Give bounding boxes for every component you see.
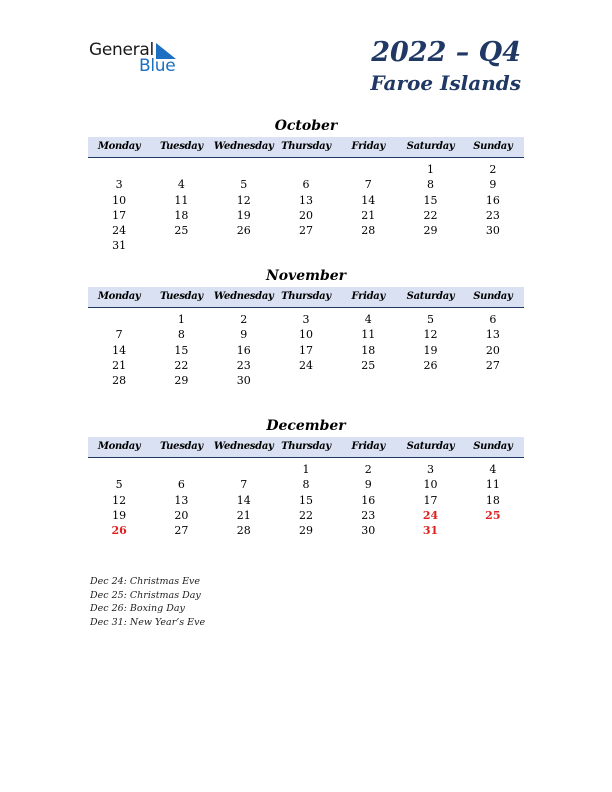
weekday-header-row xyxy=(88,287,524,308)
day-cell: 16 xyxy=(485,193,500,207)
day-cell: 27 xyxy=(485,358,500,372)
day-cell: 9 xyxy=(489,178,497,192)
day-cell: 9 xyxy=(240,328,248,342)
weekday-label: Thursday xyxy=(281,441,331,452)
weekday-label: Thursday xyxy=(281,291,331,302)
day-cell xyxy=(88,162,150,177)
day-cell: 10 xyxy=(423,478,438,492)
week-row xyxy=(88,477,524,492)
holiday-notes xyxy=(90,575,205,630)
week-row xyxy=(88,523,524,538)
day-cell: 2 xyxy=(240,313,248,326)
day-cell: 1 xyxy=(427,163,435,176)
day-cell: 28 xyxy=(361,224,376,238)
day-cell: 28 xyxy=(236,524,251,538)
day-cell: 20 xyxy=(485,343,500,357)
day-cell xyxy=(275,162,337,177)
week-row xyxy=(88,162,524,177)
day-cell: 5 xyxy=(115,478,123,492)
weekday-label: Saturday xyxy=(406,141,455,152)
week-row xyxy=(88,373,524,388)
day-cell: 3 xyxy=(115,178,123,192)
weekday-label: Sunday xyxy=(473,291,513,302)
day-cell: 23 xyxy=(485,208,500,222)
day-cell: 1 xyxy=(177,313,185,326)
day-cell: 9 xyxy=(364,478,372,492)
weekday-label: Monday xyxy=(97,441,141,452)
day-cell xyxy=(213,162,275,177)
day-cell: 29 xyxy=(298,524,313,538)
day-cell: 16 xyxy=(236,343,251,357)
holiday-note: Dec 25: Christmas Day xyxy=(90,589,201,601)
day-cell: 24 xyxy=(298,358,313,372)
day-cell: 17 xyxy=(298,343,313,357)
page-header xyxy=(370,36,521,96)
day-cell: 7 xyxy=(364,178,372,192)
day-cell: 15 xyxy=(174,343,189,357)
day-cell: 24 xyxy=(112,224,127,238)
day-cell: 27 xyxy=(174,524,189,538)
day-cell: 14 xyxy=(236,493,251,507)
day-cell xyxy=(462,238,524,253)
day-cell: 14 xyxy=(112,343,127,357)
day-cell: 5 xyxy=(240,178,248,192)
day-cell: 21 xyxy=(361,208,376,222)
weekday-label: Friday xyxy=(351,291,385,302)
week-row xyxy=(88,177,524,192)
month-name: October xyxy=(274,118,338,134)
day-cell: 24 xyxy=(422,508,439,522)
day-cell: 17 xyxy=(423,493,438,507)
week-row xyxy=(88,343,524,358)
day-cell: 11 xyxy=(485,478,500,492)
day-cell xyxy=(275,373,337,388)
day-cell: 15 xyxy=(298,493,313,507)
week-row xyxy=(88,238,524,253)
day-cell: 22 xyxy=(174,358,189,372)
week-row xyxy=(88,223,524,238)
weekday-label: Monday xyxy=(97,141,141,152)
day-cell: 3 xyxy=(302,313,310,326)
day-cell: 2 xyxy=(489,163,497,176)
day-cell: 21 xyxy=(236,508,251,522)
day-cell xyxy=(399,238,461,253)
month-0 xyxy=(88,117,524,254)
weekday-label: Tuesday xyxy=(159,291,203,302)
week-row xyxy=(88,312,524,327)
month-name: November xyxy=(265,268,347,284)
weekday-label: Saturday xyxy=(406,441,455,452)
day-cell: 17 xyxy=(112,208,127,222)
week-row xyxy=(88,193,524,208)
logo-blue-text: Blue xyxy=(139,56,176,76)
generalblue-logo xyxy=(89,40,189,76)
day-cell xyxy=(213,462,275,477)
day-cell: 13 xyxy=(174,493,189,507)
day-cell: 31 xyxy=(112,239,127,253)
day-cell: 22 xyxy=(298,508,313,522)
day-cell: 16 xyxy=(361,493,376,507)
weekday-label: Tuesday xyxy=(159,141,203,152)
week-row xyxy=(88,327,524,342)
day-cell: 25 xyxy=(485,508,501,522)
day-cell: 25 xyxy=(174,224,189,238)
day-cell xyxy=(275,238,337,253)
weeks xyxy=(88,162,524,254)
weekday-label: Friday xyxy=(351,141,385,152)
day-cell: 18 xyxy=(361,343,376,357)
day-cell: 19 xyxy=(423,343,438,357)
day-cell xyxy=(150,462,212,477)
weekday-label: Saturday xyxy=(406,291,455,302)
day-cell: 2 xyxy=(364,463,372,476)
day-cell: 26 xyxy=(423,358,438,372)
weekday-label: Friday xyxy=(351,441,385,452)
weekday-label: Wednesday xyxy=(213,141,274,152)
day-cell xyxy=(337,162,399,177)
day-cell: 15 xyxy=(423,193,438,207)
day-cell: 23 xyxy=(236,358,251,372)
weekday-label: Monday xyxy=(97,291,141,302)
week-row xyxy=(88,462,524,477)
day-cell: 8 xyxy=(427,178,435,192)
day-cell: 3 xyxy=(427,463,435,476)
day-cell: 13 xyxy=(298,193,313,207)
weeks xyxy=(88,462,524,538)
week-row xyxy=(88,208,524,223)
day-cell: 12 xyxy=(112,493,127,507)
day-cell: 6 xyxy=(177,478,185,492)
day-cell: 30 xyxy=(485,224,500,238)
day-cell xyxy=(337,238,399,253)
day-cell xyxy=(213,238,275,253)
day-cell xyxy=(337,373,399,388)
day-cell: 18 xyxy=(485,493,500,507)
day-cell xyxy=(88,462,150,477)
day-cell: 10 xyxy=(298,328,313,342)
day-cell: 8 xyxy=(302,478,310,492)
logo-general-text: General xyxy=(89,40,154,60)
day-cell: 26 xyxy=(111,524,127,538)
day-cell: 20 xyxy=(174,508,189,522)
holiday-note: Dec 31: New Year’s Eve xyxy=(90,617,206,629)
day-cell: 28 xyxy=(112,374,127,388)
weekday-label: Sunday xyxy=(473,441,513,452)
day-cell: 12 xyxy=(423,328,438,342)
day-cell: 23 xyxy=(361,508,376,522)
day-cell: 4 xyxy=(489,463,497,476)
week-row xyxy=(88,358,524,373)
day-cell: 20 xyxy=(298,208,313,222)
day-cell: 22 xyxy=(423,208,438,222)
day-cell: 11 xyxy=(361,328,376,342)
day-cell: 14 xyxy=(361,193,376,207)
day-cell: 19 xyxy=(236,208,251,222)
weekday-label: Sunday xyxy=(473,141,513,152)
day-cell: 25 xyxy=(361,358,376,372)
day-cell: 6 xyxy=(302,178,310,192)
month-name: December xyxy=(266,418,346,434)
weekday-header-row xyxy=(88,137,524,158)
day-cell: 30 xyxy=(361,524,376,538)
day-cell: 29 xyxy=(423,224,438,238)
weekday-label: Wednesday xyxy=(213,291,274,302)
quarter-title: 2022 – Q4 xyxy=(371,37,521,68)
weekday-label: Tuesday xyxy=(159,441,203,452)
day-cell: 12 xyxy=(236,193,251,207)
weekday-label: Wednesday xyxy=(213,441,274,452)
holiday-note: Dec 24: Christmas Eve xyxy=(90,576,201,587)
day-cell: 18 xyxy=(174,208,189,222)
day-cell: 10 xyxy=(112,193,127,207)
day-cell xyxy=(150,238,212,253)
weekday-header-row xyxy=(88,437,524,458)
day-cell xyxy=(462,523,524,538)
day-cell: 5 xyxy=(427,313,435,326)
day-cell xyxy=(399,373,461,388)
day-cell: 26 xyxy=(236,224,251,238)
day-cell: 7 xyxy=(240,478,248,492)
month-2 xyxy=(88,417,524,538)
day-cell: 13 xyxy=(485,328,500,342)
weekday-label: Thursday xyxy=(281,141,331,152)
day-cell: 31 xyxy=(422,524,439,538)
day-cell: 4 xyxy=(364,313,372,326)
day-cell: 27 xyxy=(298,224,313,238)
day-cell: 6 xyxy=(489,313,497,326)
country-title: Faroe Islands xyxy=(370,71,521,95)
day-cell: 21 xyxy=(112,358,127,372)
weeks xyxy=(88,312,524,388)
day-cell xyxy=(462,373,524,388)
day-cell xyxy=(150,162,212,177)
day-cell: 29 xyxy=(174,374,189,388)
day-cell: 19 xyxy=(112,508,127,522)
day-cell: 8 xyxy=(177,328,185,342)
day-cell xyxy=(88,312,150,327)
day-cell: 1 xyxy=(302,463,310,476)
day-cell: 4 xyxy=(177,178,185,192)
day-cell: 11 xyxy=(174,193,189,207)
day-cell: 7 xyxy=(115,328,123,342)
month-1 xyxy=(88,267,524,388)
day-cell: 30 xyxy=(236,374,251,388)
week-row xyxy=(88,508,524,523)
week-row xyxy=(88,493,524,508)
holiday-note: Dec 26: Boxing Day xyxy=(90,603,185,615)
